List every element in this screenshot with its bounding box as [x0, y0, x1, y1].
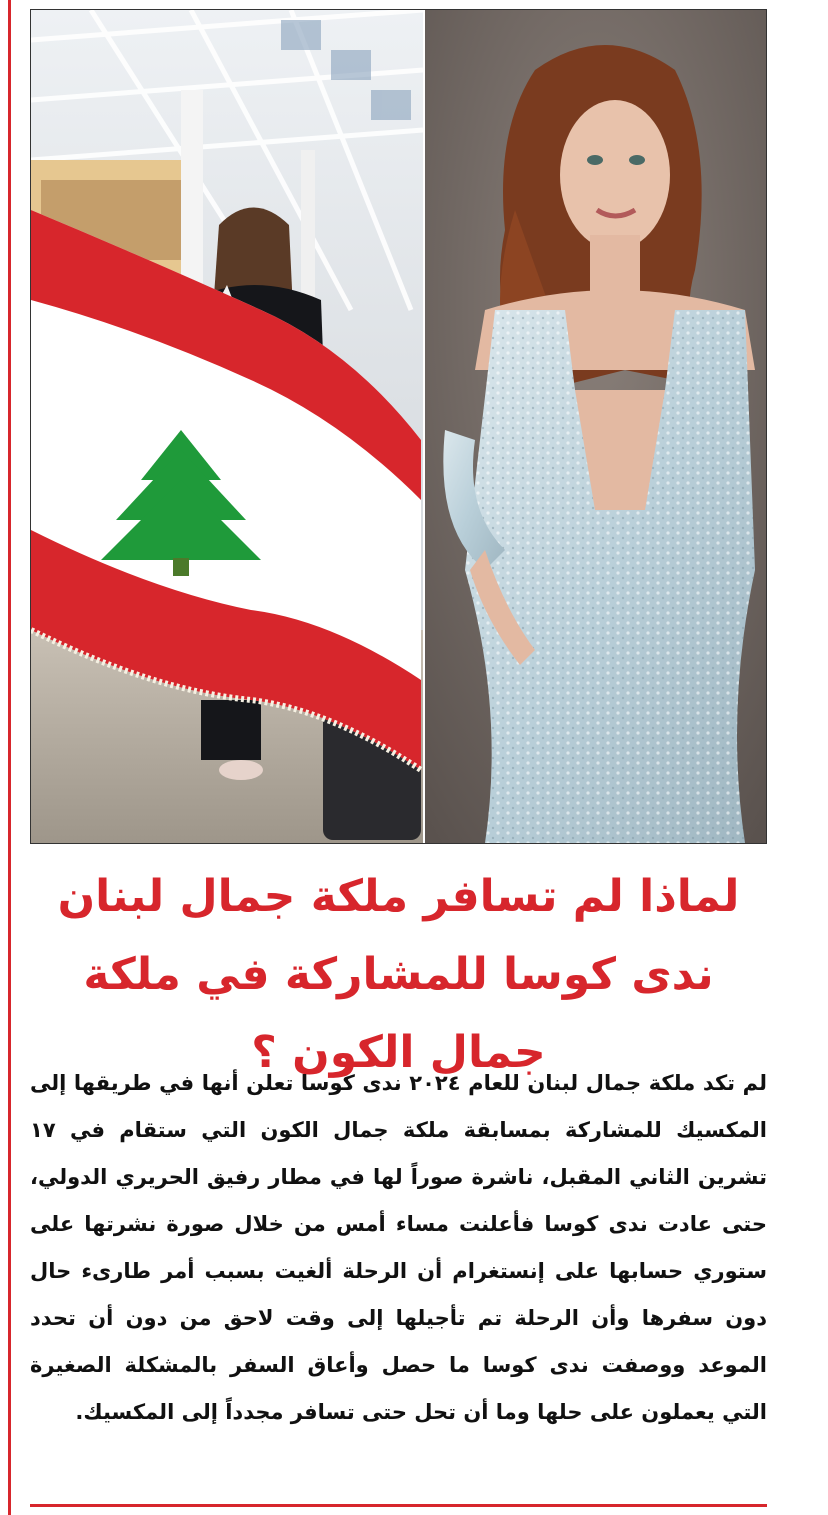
article-body: لم تكد ملكة جمال لبنان للعام ٢٠٢٤ ندى كوسا تعلن أنها في طريقها إلى المكسيك للمشاركة بمسابقة ملكة جمال الكون التي ستقام في ١٧ تشرين الثاني المقبل، ناشرة صوراً لها في مطار رفيق الحريري الدولي، حتى عادت ندى كوسا فأعلنت مساء أمس من خلال صورة نشرتها على ستوري حسابها على إنستغرام أن الرحلة ألغيت بسبب أمر طارىء حال دون سفرها وأن الرحلة تم تأجيلها إلى وقت لاحق من دون أن تحدد الموعد ووصفت ندى كوسا ما حصل وأعاق السفر بالمشكلة الصغيرة التي يعملون على حلها وما أن تحل حتى تسافر مجدداً إلى المكسيك. — [30, 1071, 767, 1424]
portrait-photo — [425, 10, 766, 843]
airport-scene-illustration — [31, 10, 423, 843]
left-accent-rule — [8, 0, 11, 1515]
bottom-accent-rule — [30, 1504, 767, 1507]
portrait-illustration — [425, 10, 766, 843]
article-headline: لماذا لم تسافر ملكة جمال لبنان ندى كوسا للمشاركة في ملكة جمال الكون ؟ — [57, 871, 740, 1078]
photo-strip — [30, 9, 767, 844]
airport-flag-photo — [31, 10, 423, 843]
